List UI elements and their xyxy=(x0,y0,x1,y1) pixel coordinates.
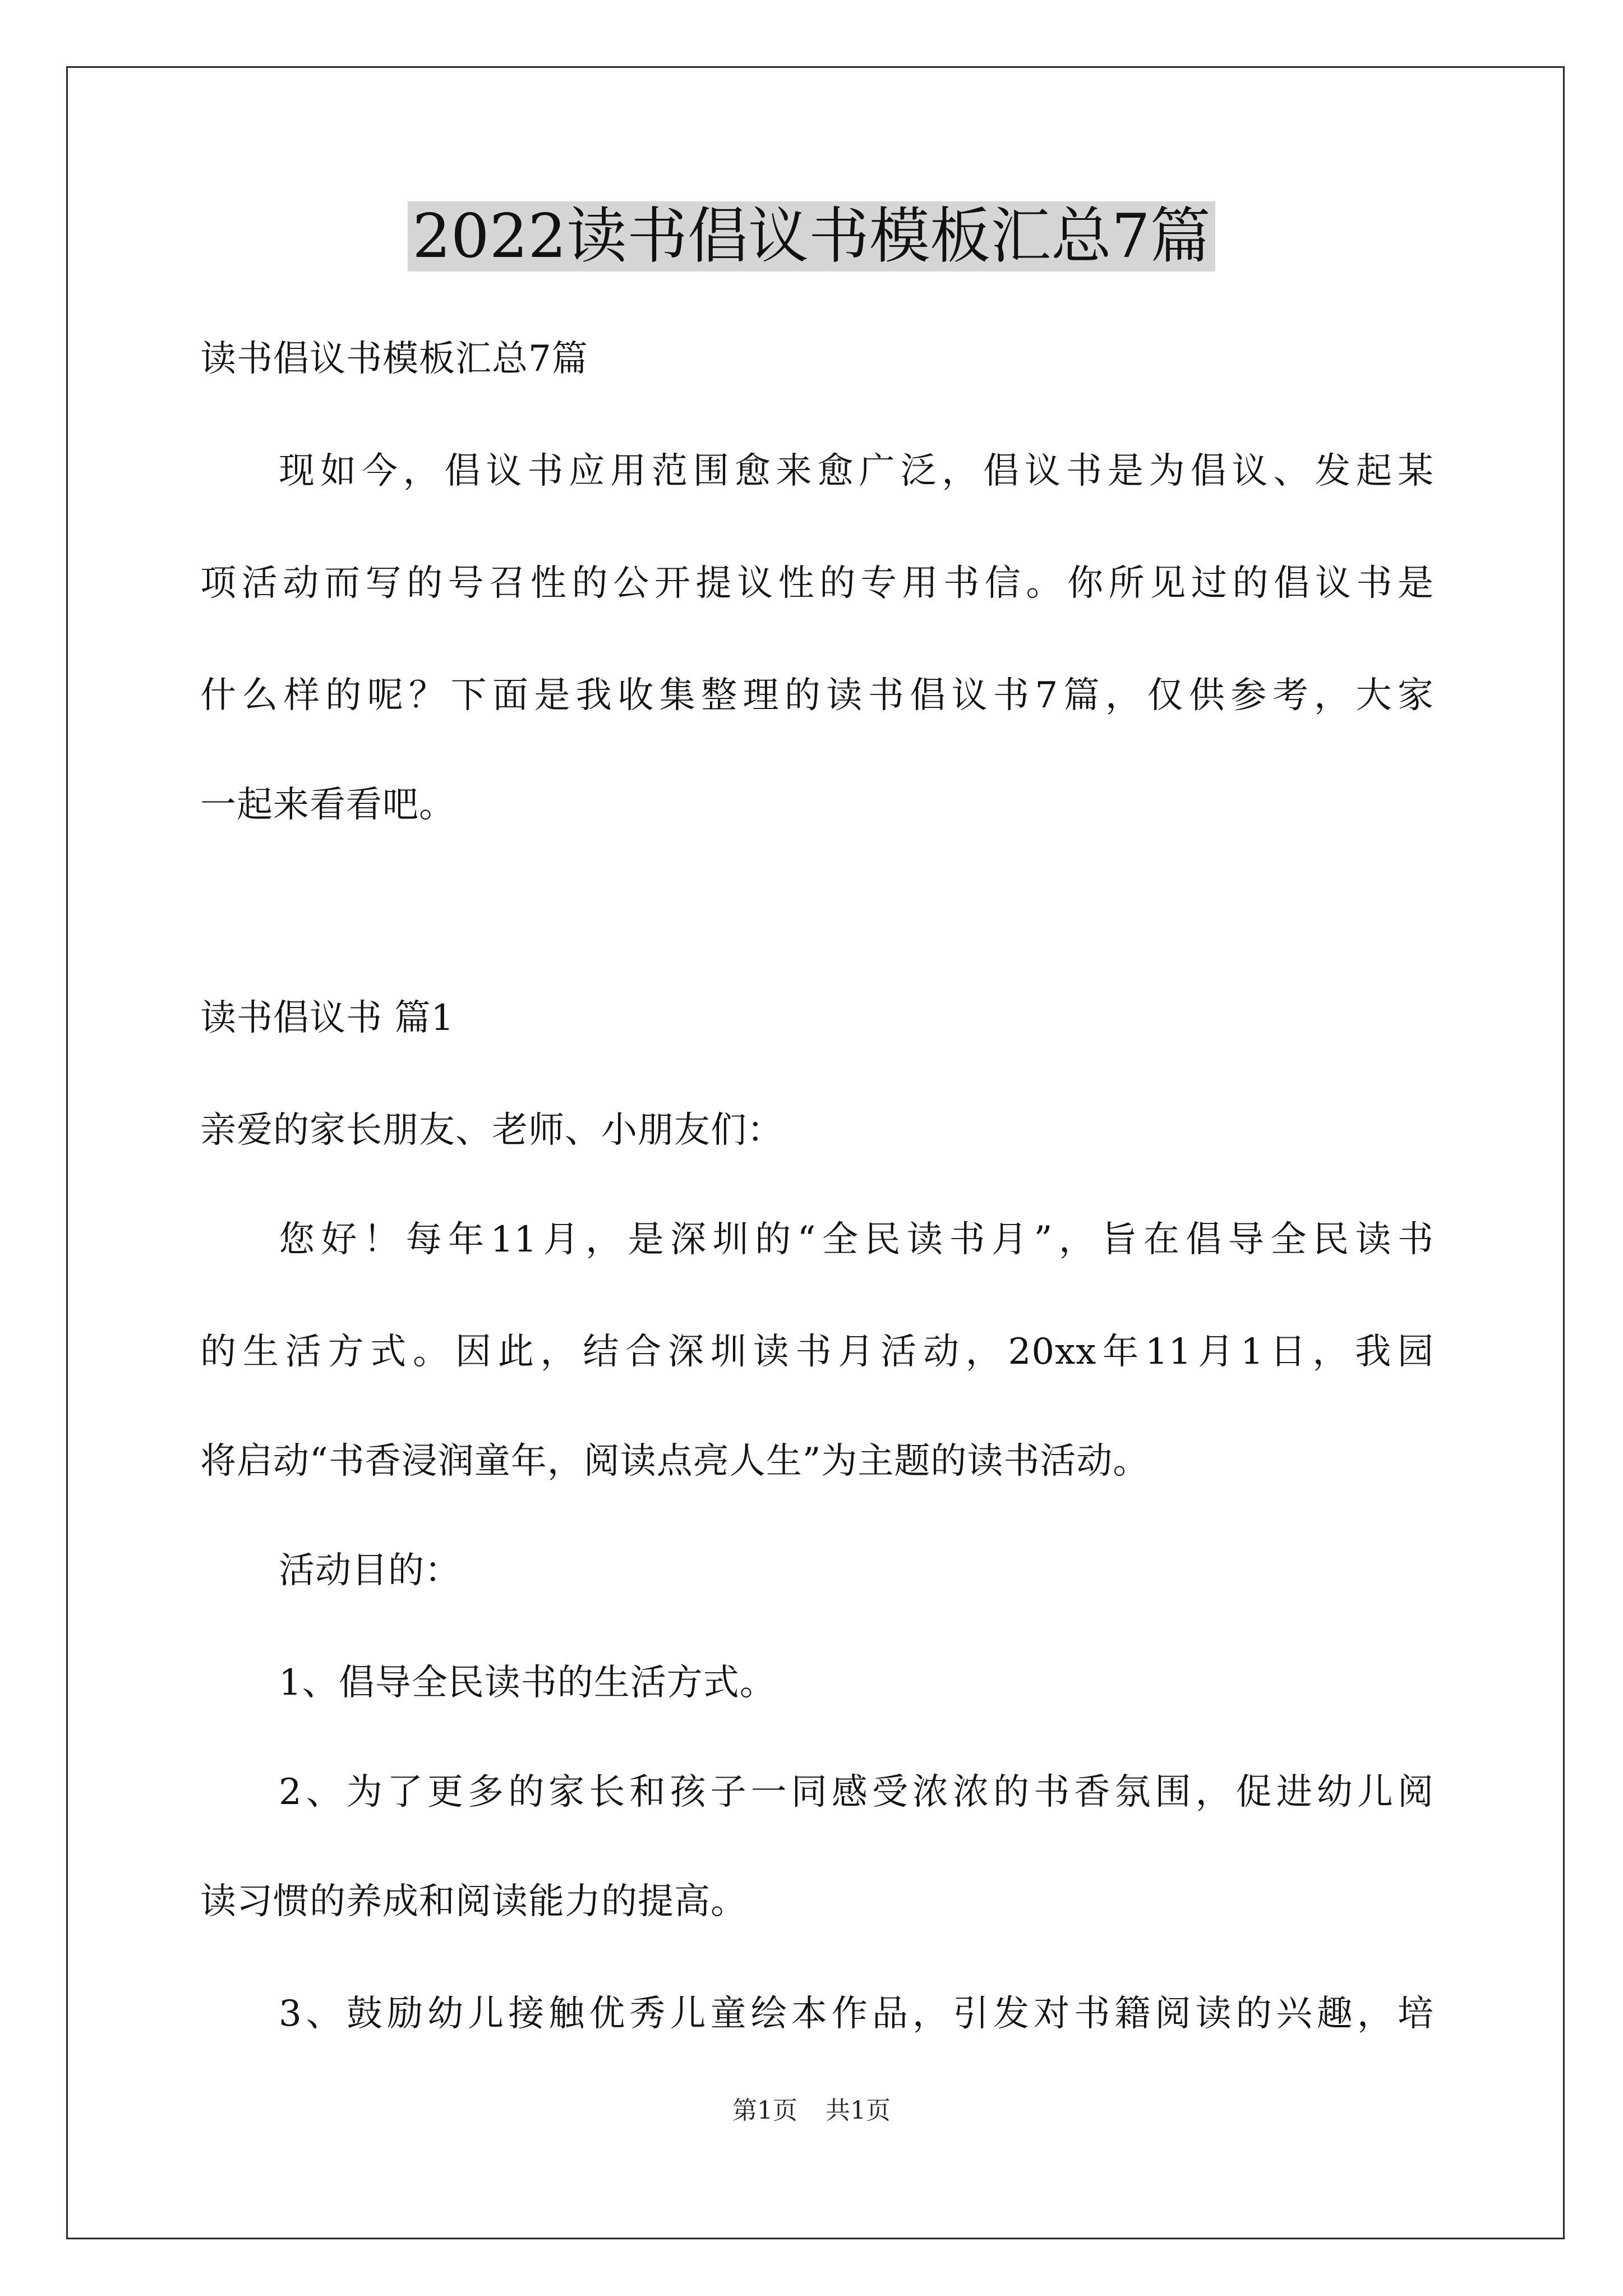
purpose-item-3-line-1: 3、鼓励幼儿接触优秀儿童绘本作品，引发对书籍阅读的兴趣，培 xyxy=(279,1993,1434,2035)
salutation: 亲爱的家长朋友、老师、小朋友们： xyxy=(200,1110,783,1151)
document-title xyxy=(0,197,1623,276)
subtitle: 读书倡议书模板汇总7篇 xyxy=(200,338,588,380)
para1-line-2: 的生活方式。因此，结合深圳读书月活动，20xx年11月1日，我园 xyxy=(200,1331,1434,1373)
page-footer xyxy=(0,2095,1623,2127)
para1-line-3: 将启动“书香浸润童年，阅读点亮人生”为主题的读书活动。 xyxy=(200,1441,1150,1482)
page-number: 第1页 xyxy=(732,2096,797,2125)
intro-line-2: 项活动而写的号召性的公开提议性的专用书信。你所见过的倡议书是 xyxy=(200,563,1434,604)
para1-line-1: 您好！每年11月，是深圳的“全民读书月”，旨在倡导全民读书 xyxy=(279,1219,1434,1260)
purpose-item-1: 1、倡导全民读书的生活方式。 xyxy=(279,1662,776,1704)
intro-line-3: 什么样的呢？下面是我收集整理的读书倡议书7篇，仅供参考，大家 xyxy=(200,675,1434,716)
section-heading: 读书倡议书 篇1 xyxy=(200,997,455,1039)
purpose-heading: 活动目的： xyxy=(279,1550,461,1591)
intro-line-4: 一起来看看吧。 xyxy=(200,784,455,826)
intro-line-1: 现如今，倡议书应用范围愈来愈广泛，倡议书是为倡议、发起某 xyxy=(279,450,1434,492)
document-title-text: 2022读书倡议书模板汇总7篇 xyxy=(408,201,1215,272)
purpose-item-2-line-2: 读习惯的养成和阅读能力的提高。 xyxy=(200,1881,747,1922)
purpose-item-2-line-1: 2、为了更多的家长和孩子一同感受浓浓的书香氛围，促进幼儿阅 xyxy=(279,1772,1434,1813)
page-total: 共1页 xyxy=(826,2096,891,2125)
